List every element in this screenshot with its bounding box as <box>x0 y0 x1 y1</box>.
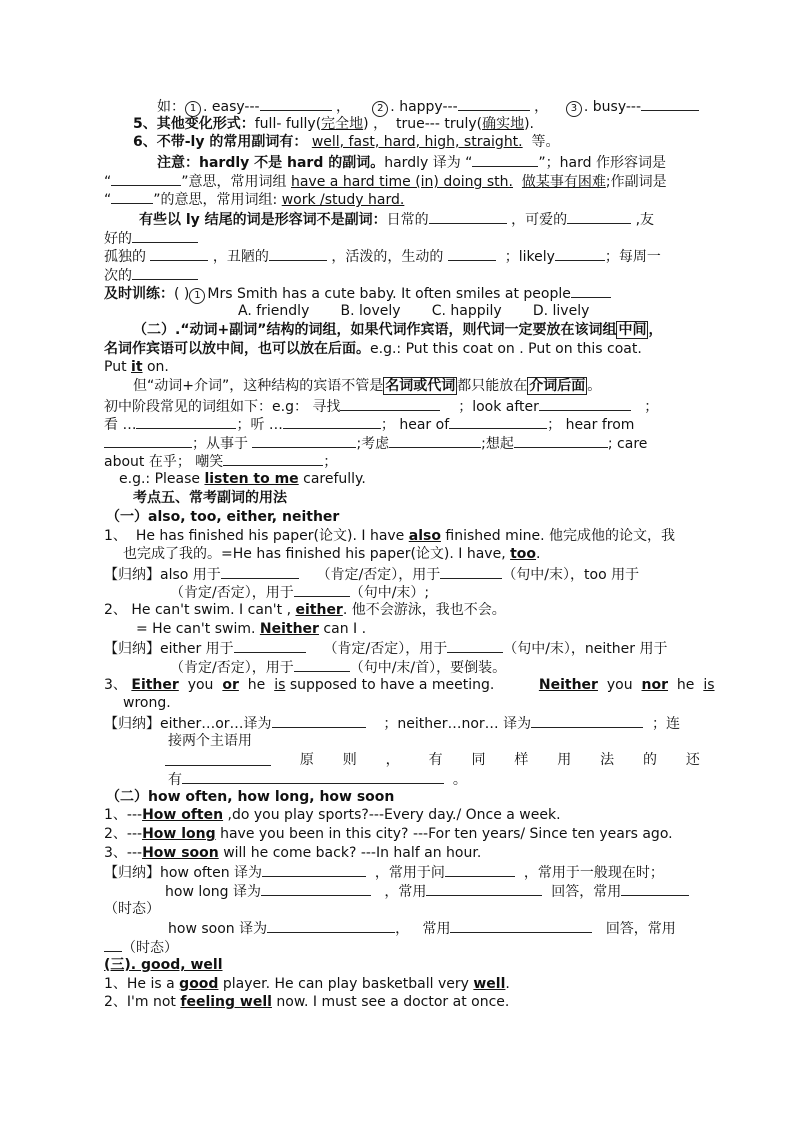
answer-blank[interactable] <box>104 433 192 448</box>
answer-blank[interactable] <box>450 918 592 933</box>
circle-number: 3 <box>566 101 582 117</box>
answer-blank[interactable] <box>132 265 198 280</box>
good-well-example-1: 1、He is a good player. He can play basketball very well. <box>104 976 510 992</box>
answer-blank[interactable] <box>447 638 503 653</box>
summary-also-2: （肯定/否定），用于 （句中/末）; <box>170 582 429 602</box>
summary-also-1: 【归纳】also 用于 （肯定/否定），用于 （句中/末），too 用于 <box>104 564 639 584</box>
answer-blank[interactable] <box>531 713 643 728</box>
how-often-example: 1、---How often ,do you play sports?---Every day./ Once a week. <box>104 807 561 823</box>
summary-either-or-3: 原 则 ， 有 同 样 用 法 的 还 <box>165 751 700 771</box>
answer-blank[interactable] <box>555 246 605 261</box>
note-line-3: “ ”的意思，常用词组: work /study hard. <box>104 189 404 209</box>
either-or-example-b: wrong. <box>123 695 171 711</box>
answer-blank[interactable] <box>539 396 631 411</box>
how-soon-example: 3、---How soon will he come back? ---In half an hour. <box>104 845 482 861</box>
answer-blank[interactable] <box>150 246 208 261</box>
section-how-heading: （二）how often, how long, how soon <box>106 789 395 805</box>
phrasal-line-5: 初中阶段常见的词组如下：e.g： 寻找 ；look after ； <box>104 396 658 416</box>
answer-blank[interactable] <box>449 414 547 429</box>
either-or-example: 3、 Either you or he is supposed to have a meeting. Neither you nor he is <box>104 677 715 693</box>
answer-blank[interactable] <box>252 433 356 448</box>
phrasal-line-7: ；从事于 ;考虑 ;想起 ; care <box>104 433 647 453</box>
answer-blank[interactable] <box>136 414 236 429</box>
circle-number: 2 <box>372 101 388 117</box>
summary-either-or-1: 【归纳】either…or…译为 ；neither…nor… 译为 ；连 <box>104 713 680 733</box>
phrasal-heading: （二）.“动词+副词”结构的词组，如果代词作宾语，则代词一定要放在该词组 中间 ， <box>133 322 663 338</box>
answer-blank[interactable] <box>283 414 381 429</box>
good-well-example-2: 2、I'm not feeling well now. I must see a doctor at once. <box>104 994 510 1010</box>
phrasal-line-8: about 在乎； 嘲笑 ； <box>104 451 337 471</box>
circle-number: 1 <box>189 288 205 304</box>
summary-how-long: how long 译为 ，常用 回答，常用 <box>165 881 689 901</box>
ly-adjective-line-2: 好的 <box>104 228 198 248</box>
answer-blank[interactable] <box>269 246 327 261</box>
answer-blank[interactable] <box>429 209 507 224</box>
answer-blank[interactable] <box>440 564 502 579</box>
phrasal-line-6: 看 … ；听 … ； hear of ； hear from <box>104 414 634 434</box>
answer-blank[interactable] <box>571 283 611 298</box>
answer-blank[interactable] <box>621 881 689 896</box>
answer-blank[interactable] <box>260 96 332 111</box>
answer-blank[interactable] <box>104 937 122 952</box>
drill-options <box>238 302 589 320</box>
answer-blank[interactable] <box>426 881 542 896</box>
ly-adjective-line-4: 次的 <box>104 265 198 285</box>
circle-number: 1 <box>185 101 201 117</box>
section-good-well-heading: (三). good, well <box>104 957 223 973</box>
answer-blank[interactable] <box>340 396 440 411</box>
option-a[interactable]: A. friendly <box>238 303 310 319</box>
section-also-too-heading: （一）also, too, either, neither <box>106 509 340 525</box>
option-b[interactable]: B. lovely <box>340 303 401 319</box>
how-long-example: 2、---How long have you been in this city? ---For ten years/ Since ten years ago. <box>104 826 673 842</box>
also-example-1: 1、 He has finished his paper(论文). I have also finished mine. 他完成他的论文，我 <box>104 528 676 544</box>
answer-blank[interactable] <box>294 582 350 597</box>
section-6: 6、不带-ly 的常用副词有： well, fast, hard, high, straight. 等。 <box>133 134 560 150</box>
ly-adjective-line-1: 有些以 ly 结尾的词是形容词不是副词：日常的 ，可爱的 ,友 <box>139 209 654 229</box>
answer-blank[interactable] <box>567 209 631 224</box>
answer-blank[interactable] <box>514 433 608 448</box>
answer-blank[interactable] <box>111 189 153 204</box>
summary-how-soon: how soon 译为 ， 常用 回答，常用 <box>168 918 676 938</box>
summary-how-often: 【归纳】how often 译为 ，常用于问 ，常用于一般现在时； <box>104 862 664 882</box>
answer-blank[interactable] <box>261 881 371 896</box>
answer-blank[interactable] <box>641 96 699 111</box>
summary-either-1: 【归纳】either 用于 （肯定/否定），用于 （句中/末），neither 用于 <box>104 638 668 658</box>
answer-blank[interactable] <box>165 751 271 766</box>
phrasal-line-2: 名词作宾语可以放中间，也可以放在后面。e.g.: Put this coat on . Put on this coat. <box>104 341 642 357</box>
summary-how-long-tense: （时态） <box>104 901 160 917</box>
summary-either-or-2: 接两个主语用 <box>168 733 252 749</box>
summary-either-or-4: 有 。 <box>168 769 467 789</box>
answer-blank[interactable] <box>221 564 299 579</box>
summary-either-2: （肯定/否定），用于 （句中/末/首），要倒装。 <box>170 657 506 677</box>
also-example-1b: 也完成了我的。=He has finished his paper(论文). I have, too. <box>123 546 541 562</box>
answer-blank[interactable] <box>267 918 395 933</box>
ly-adjective-line-3: 孤独的 ，丑陋的 ，活泼的，生动的 ；likely ；每周一 <box>104 246 661 266</box>
answer-blank[interactable] <box>458 96 530 111</box>
answer-blank[interactable] <box>389 433 481 448</box>
option-c[interactable]: C. happily <box>431 303 502 319</box>
answer-blank[interactable] <box>111 171 181 186</box>
answer-blank[interactable] <box>182 769 444 784</box>
phrasal-line-3: Put it on. <box>104 359 169 375</box>
kp5-heading: 考点五、常考副词的用法 <box>133 490 287 506</box>
either-example: 2、 He can't swim. I can't , either. 他不会游泳，我也不会。 <box>104 602 506 618</box>
phrasal-line-9: e.g.: Please listen to me carefully. <box>119 471 366 487</box>
drill-question: 及时训练：( ) 1 Mrs Smith has a cute baby. It often smiles at people <box>104 283 611 304</box>
answer-blank[interactable] <box>223 451 323 466</box>
section-5: 5、其他变化形式：full- fully(完全地) ， true--- truly(确实地). <box>133 116 535 132</box>
answer-blank[interactable] <box>132 228 198 243</box>
answer-blank[interactable] <box>294 657 350 672</box>
answer-blank[interactable] <box>448 246 496 261</box>
answer-blank[interactable] <box>472 152 538 167</box>
answer-blank[interactable] <box>272 713 366 728</box>
option-d[interactable]: D. lively <box>532 303 590 319</box>
neither-example: = He can't swim. Neither can I . <box>136 621 367 637</box>
phrasal-line-4: 但“动词+介词”，这种结构的宾语不管是 名词或代词 都只能放在 介词后面 。 <box>133 378 602 394</box>
note-line-2: “ ”意思，常用词组 have a hard time (in) doing sth. 做某事有困难;作副词是 <box>104 171 667 191</box>
answer-blank[interactable] <box>445 862 515 877</box>
example-line-4: 如： 1 . easy--- ， 2 . happy--- ， 3 . busy--- <box>157 96 699 117</box>
note-line-1: 注意：hardly 不是 hard 的副词。hardly 译为 “ ”；hard 作形容词是 <box>157 152 666 172</box>
summary-how-soon-tense: （时态） <box>104 937 178 957</box>
answer-blank[interactable] <box>262 862 366 877</box>
answer-blank[interactable] <box>234 638 306 653</box>
